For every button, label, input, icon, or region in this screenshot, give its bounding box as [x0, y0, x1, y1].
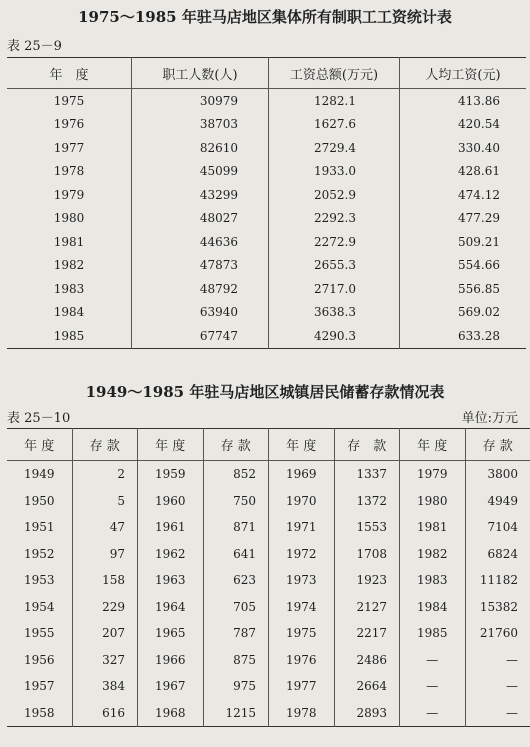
year-cell: 1951	[23, 520, 55, 535]
table-row	[7, 488, 530, 515]
value-cell: 1337	[334, 461, 400, 488]
table-row	[7, 514, 530, 541]
year-cell: 1974	[269, 594, 335, 621]
column-header: 工资总额(万元)	[269, 58, 400, 89]
value-cell: 3800	[465, 461, 530, 488]
table2-title: 1949～1985 年驻马店地区城镇居民储蓄存款情况表	[85, 383, 445, 401]
year-cell: 1954	[23, 599, 55, 614]
value-cell: 2486	[334, 647, 400, 674]
table-header-row	[7, 429, 530, 461]
value-cell: 1372	[334, 488, 400, 515]
value-cell: 1627.6	[269, 113, 400, 137]
year-cell: —	[400, 673, 466, 700]
value-cell: 330.40	[400, 136, 527, 160]
year-cell: 1969	[269, 461, 335, 488]
table-row	[7, 160, 526, 184]
value-cell: 2717.0	[269, 277, 400, 301]
value-cell: 474.12	[400, 183, 527, 207]
value-cell: 750	[203, 488, 269, 515]
value-cell: 509.21	[400, 230, 527, 254]
column-header: 年 度	[138, 429, 204, 461]
year-cell: 1977	[53, 140, 85, 155]
year-cell: 1949	[23, 467, 55, 482]
value-cell: 2655.3	[269, 254, 400, 278]
table-row	[7, 89, 526, 113]
year-cell: 1952	[23, 546, 55, 561]
value-cell: 787	[203, 620, 269, 647]
value-cell: —	[465, 673, 530, 700]
year-cell: 1982	[400, 541, 466, 568]
value-cell: 21760	[465, 620, 530, 647]
year-cell: 1975	[53, 93, 85, 108]
year-cell: 1983	[400, 567, 466, 594]
value-cell: 43299	[132, 183, 269, 207]
table-row	[7, 461, 530, 488]
table-row	[7, 136, 526, 160]
year-cell: 1959	[138, 461, 204, 488]
table1-title: 1975～1985 年驻马店地区集体所有制职工工资统计表	[78, 8, 452, 26]
value-cell: 2217	[334, 620, 400, 647]
value-cell: 4949	[465, 488, 530, 515]
year-cell: —	[400, 647, 466, 674]
year-cell: 1985	[53, 328, 85, 343]
column-header: 存 款	[72, 429, 138, 461]
value-cell: 554.66	[400, 254, 527, 278]
table-row	[7, 647, 530, 674]
column-header: 职工人数(人)	[132, 58, 269, 89]
value-cell: 47	[72, 514, 138, 541]
year-cell: 1971	[269, 514, 335, 541]
value-cell: 30979	[132, 89, 269, 113]
table-row	[7, 277, 526, 301]
table-row	[7, 594, 530, 621]
year-cell: 1963	[138, 567, 204, 594]
table1-label: 表 25－9	[7, 39, 62, 54]
year-cell: 1979	[400, 461, 466, 488]
column-header: 年 度	[400, 429, 466, 461]
value-cell: 1933.0	[269, 160, 400, 184]
value-cell: 5	[72, 488, 138, 515]
value-cell: 63940	[132, 301, 269, 325]
value-cell: 229	[72, 594, 138, 621]
value-cell: 82610	[132, 136, 269, 160]
year-cell: 1966	[138, 647, 204, 674]
column-header: 存 款	[203, 429, 269, 461]
table-row	[7, 183, 526, 207]
value-cell: 1708	[334, 541, 400, 568]
value-cell: 641	[203, 541, 269, 568]
value-cell: 44636	[132, 230, 269, 254]
value-cell: 871	[203, 514, 269, 541]
year-cell: 1955	[23, 626, 55, 641]
value-cell: 48792	[132, 277, 269, 301]
value-cell: —	[465, 647, 530, 674]
table-row	[7, 541, 530, 568]
value-cell: 623	[203, 567, 269, 594]
value-cell: 6824	[465, 541, 530, 568]
value-cell: 1215	[203, 700, 269, 727]
table-header-row	[7, 58, 526, 89]
year-cell: 1981	[53, 234, 85, 249]
year-cell: 1964	[138, 594, 204, 621]
year-cell: 1979	[53, 187, 85, 202]
year-cell: 1976	[269, 647, 335, 674]
year-cell: 1985	[400, 620, 466, 647]
column-header: 年 度	[269, 429, 335, 461]
year-cell: 1960	[138, 488, 204, 515]
value-cell: 975	[203, 673, 269, 700]
unit-label: 单位:万元	[461, 411, 518, 426]
year-cell: 1968	[138, 700, 204, 727]
wage-statistics-table	[7, 57, 526, 349]
value-cell: 158	[72, 567, 138, 594]
table-row	[7, 620, 530, 647]
value-cell: 207	[72, 620, 138, 647]
table-row	[7, 673, 530, 700]
value-cell: 47873	[132, 254, 269, 278]
value-cell: 4290.3	[269, 324, 400, 348]
table-row	[7, 230, 526, 254]
year-cell: 1958	[23, 705, 55, 720]
year-cell: 1977	[269, 673, 335, 700]
value-cell: 428.61	[400, 160, 527, 184]
year-cell: 1950	[23, 493, 55, 508]
year-cell: 1975	[269, 620, 335, 647]
value-cell: 1282.1	[269, 89, 400, 113]
value-cell: 569.02	[400, 301, 527, 325]
table-row	[7, 113, 526, 137]
value-cell: 38703	[132, 113, 269, 137]
value-cell: 556.85	[400, 277, 527, 301]
value-cell: 384	[72, 673, 138, 700]
table-row	[7, 301, 526, 325]
value-cell: 633.28	[400, 324, 527, 348]
year-cell: 1961	[138, 514, 204, 541]
value-cell: 48027	[132, 207, 269, 231]
value-cell: 705	[203, 594, 269, 621]
value-cell: 2272.9	[269, 230, 400, 254]
table-row	[7, 700, 530, 727]
savings-deposits-table	[7, 428, 530, 727]
column-header: 年 度	[7, 58, 132, 89]
value-cell: 97	[72, 541, 138, 568]
year-cell: 1983	[53, 281, 85, 296]
value-cell: 852	[203, 461, 269, 488]
value-cell: 2292.3	[269, 207, 400, 231]
table-body	[7, 461, 530, 727]
year-cell: —	[400, 700, 466, 727]
value-cell: 2127	[334, 594, 400, 621]
year-cell: 1970	[269, 488, 335, 515]
year-cell: 1957	[23, 679, 55, 694]
year-cell: 1976	[53, 117, 85, 132]
year-cell: 1984	[400, 594, 466, 621]
value-cell: 1553	[334, 514, 400, 541]
value-cell: 3638.3	[269, 301, 400, 325]
table-row	[7, 254, 526, 278]
year-cell: 1984	[53, 305, 85, 320]
value-cell: 67747	[132, 324, 269, 348]
year-cell: 1972	[269, 541, 335, 568]
value-cell: 2052.9	[269, 183, 400, 207]
value-cell: 11182	[465, 567, 530, 594]
value-cell: 1923	[334, 567, 400, 594]
year-cell: 1956	[23, 652, 55, 667]
value-cell: 7104	[465, 514, 530, 541]
year-cell: 1980	[400, 488, 466, 515]
year-cell: 1980	[53, 211, 85, 226]
table2-label: 表 25－10	[7, 411, 71, 426]
year-cell: 1973	[269, 567, 335, 594]
year-cell: 1978	[53, 164, 85, 179]
column-header: 年 度	[7, 429, 72, 461]
value-cell: 477.29	[400, 207, 527, 231]
table-body	[7, 89, 526, 349]
value-cell: 15382	[465, 594, 530, 621]
column-header: 人均工资(元)	[400, 58, 527, 89]
value-cell: 420.54	[400, 113, 527, 137]
year-cell: 1967	[138, 673, 204, 700]
value-cell: 327	[72, 647, 138, 674]
year-cell: 1953	[23, 573, 55, 588]
year-cell: 1981	[400, 514, 466, 541]
column-header: 存 款	[334, 429, 400, 461]
value-cell: 875	[203, 647, 269, 674]
value-cell: —	[465, 700, 530, 727]
column-header: 存 款	[465, 429, 530, 461]
year-cell: 1978	[269, 700, 335, 727]
value-cell: 2664	[334, 673, 400, 700]
value-cell: 2893	[334, 700, 400, 727]
value-cell: 45099	[132, 160, 269, 184]
value-cell: 2	[72, 461, 138, 488]
year-cell: 1962	[138, 541, 204, 568]
year-cell: 1965	[138, 620, 204, 647]
table-row	[7, 324, 526, 348]
value-cell: 616	[72, 700, 138, 727]
table-row	[7, 567, 530, 594]
table-row	[7, 207, 526, 231]
value-cell: 2729.4	[269, 136, 400, 160]
value-cell: 413.86	[400, 89, 527, 113]
year-cell: 1982	[53, 258, 85, 273]
